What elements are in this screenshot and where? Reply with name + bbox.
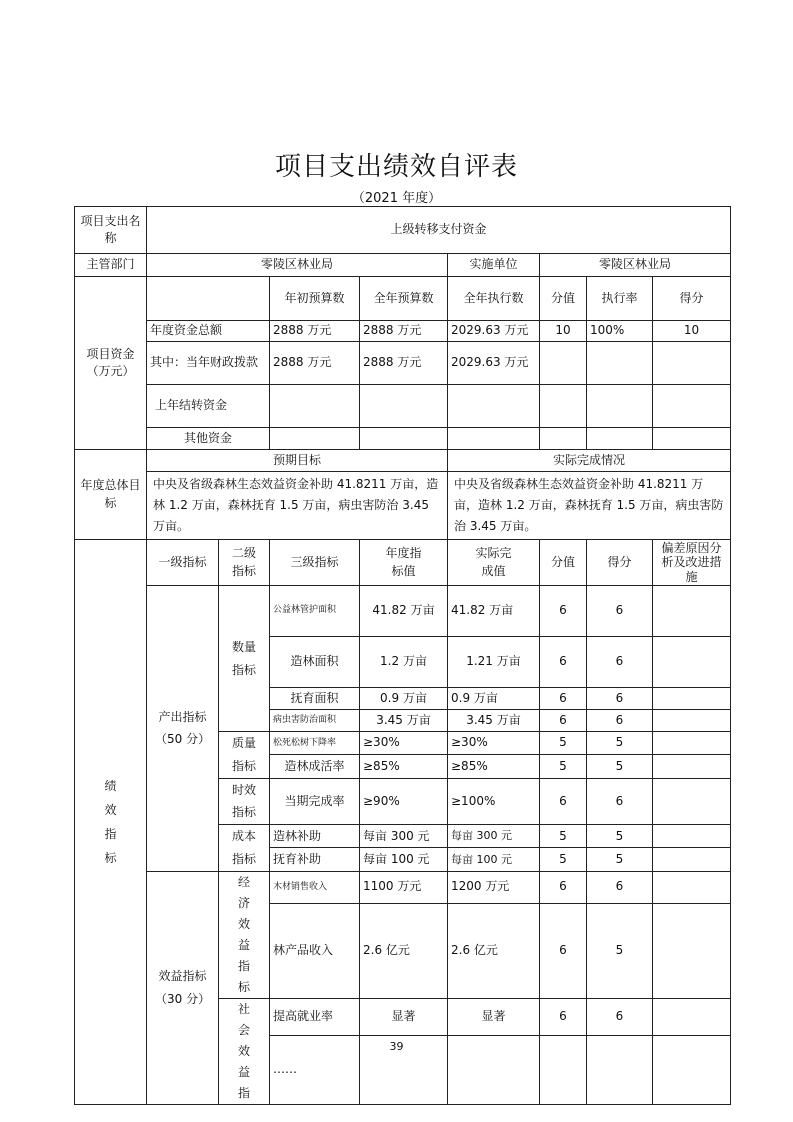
perf-reason <box>653 710 731 732</box>
page-number: 39 <box>389 1040 404 1053</box>
perf-reason <box>653 688 731 710</box>
funds-exec <box>448 385 540 428</box>
perf-l3: 公益林管护面积 <box>270 586 360 637</box>
perf-target: ≥85% <box>360 755 448 778</box>
perf-got: 6 <box>587 637 653 688</box>
perf-l3: 病虫害防治面积 <box>270 710 360 732</box>
funds-annual: 2888 万元 <box>360 342 448 385</box>
funds-header-blank <box>147 277 270 321</box>
perf-got: 5 <box>587 825 653 848</box>
perf-l3: 木材销售收入 <box>270 871 360 903</box>
perf-group-time: 时效指标 <box>219 778 270 825</box>
perf-score: 5 <box>540 848 587 871</box>
funds-initial: 2888 万元 <box>270 342 360 385</box>
funds-row-label: 其他资金 <box>147 428 270 450</box>
funds-annual <box>360 385 448 428</box>
perf-got: 5 <box>587 903 653 998</box>
funds-header-score: 分值 <box>540 277 587 321</box>
perf-actual: 2.6 亿元 <box>448 903 540 998</box>
perf-got: 6 <box>587 688 653 710</box>
funds-annual: 2888 万元 <box>360 321 448 342</box>
dept-label: 主管部门 <box>75 254 147 277</box>
perf-reason <box>653 998 731 1036</box>
funds-row-label: 年度资金总额 <box>147 321 270 342</box>
funds-initial <box>270 385 360 428</box>
perf-reason <box>653 778 731 825</box>
perf-header-got: 得分 <box>587 540 653 586</box>
perf-actual: 1200 万元 <box>448 871 540 903</box>
perf-actual: 显著 <box>448 998 540 1036</box>
goal-expected-text: 中央及省级森林生态效益资金补助 41.8211 万亩，造林 1.2 万亩，森林抚育 1.5 万亩，病虫害防治 3.45 万亩。 <box>147 472 448 540</box>
funds-initial: 2888 万元 <box>270 321 360 342</box>
funds-score <box>540 428 587 450</box>
perf-l3: 造林面积 <box>270 637 360 688</box>
perf-reason <box>653 637 731 688</box>
funds-initial <box>270 428 360 450</box>
perf-actual: ≥85% <box>448 755 540 778</box>
page-title: 项目支出绩效自评表 <box>274 152 518 182</box>
impl-unit-value: 零陵区林业局 <box>540 254 731 277</box>
dept-value: 零陵区林业局 <box>147 254 448 277</box>
perf-reason <box>653 755 731 778</box>
funds-header-initial: 年初预算数 <box>270 277 360 321</box>
perf-target: 2.6 亿元 <box>360 903 448 998</box>
perf-target: 3.45 万亩 <box>360 710 448 732</box>
perf-group-quantity: 数量指标 <box>219 586 270 732</box>
funds-score <box>540 385 587 428</box>
funds-header-annual: 全年预算数 <box>360 277 448 321</box>
perf-target: 每亩 300 元 <box>360 825 448 848</box>
perf-score: 6 <box>540 778 587 825</box>
perf-output-label: 产出指标（50 分） <box>147 586 219 872</box>
project-name-label: 项目支出名称 <box>75 207 147 254</box>
perf-header-target: 年度指标值 <box>360 540 448 586</box>
perf-target: ≥90% <box>360 778 448 825</box>
perf-got: 6 <box>587 586 653 637</box>
perf-actual: 每亩 300 元 <box>448 825 540 848</box>
perf-group-econ: 经济效益指标 <box>219 871 270 998</box>
perf-actual: 每亩 100 元 <box>448 848 540 871</box>
perf-l3: 抚育补助 <box>270 848 360 871</box>
goal-actual-header: 实际完成情况 <box>448 450 731 472</box>
funds-got: 10 <box>653 321 731 342</box>
perf-got: 6 <box>587 871 653 903</box>
perf-reason <box>653 825 731 848</box>
perf-score: 6 <box>540 637 587 688</box>
project-name-value: 上级转移支付资金 <box>147 207 731 254</box>
perf-target: 1.2 万亩 <box>360 637 448 688</box>
goal-actual-text: 中央及省级森林生态效益资金补助 41.8211 万亩，造林 1.2 万亩，森林抚育 1.5 万亩，病虫害防治 3.45 万亩。 <box>448 472 731 540</box>
funds-rate <box>587 342 653 385</box>
funds-got <box>653 428 731 450</box>
perf-header-l1: 一级指标 <box>147 540 219 586</box>
perf-score: 6 <box>540 871 587 903</box>
perf-actual: ≥100% <box>448 778 540 825</box>
funds-row-label: 其中：当年财政拨款 <box>147 342 270 385</box>
perf-target: 1100 万元 <box>360 871 448 903</box>
perf-target: 41.82 万亩 <box>360 586 448 637</box>
funds-header-got: 得分 <box>653 277 731 321</box>
perf-l3: 当期完成率 <box>270 778 360 825</box>
perf-group-quality: 质量指标 <box>219 732 270 779</box>
perf-header-l3: 三级指标 <box>270 540 360 586</box>
perf-score: 5 <box>540 755 587 778</box>
perf-score: 5 <box>540 732 587 755</box>
perf-score: 6 <box>540 903 587 998</box>
perf-header-score: 分值 <box>540 540 587 586</box>
funds-rate <box>587 385 653 428</box>
perf-target: 0.9 万亩 <box>360 688 448 710</box>
perf-target: ≥30% <box>360 732 448 755</box>
funds-score: 10 <box>540 321 587 342</box>
funds-exec <box>448 428 540 450</box>
perf-header-actual: 实际完成值 <box>448 540 540 586</box>
perf-l3: 松死松树下降率 <box>270 732 360 755</box>
funds-label: 项目资金（万元） <box>75 277 147 450</box>
funds-header-rate: 执行率 <box>587 277 653 321</box>
perf-reason <box>653 903 731 998</box>
year-subtitle: （2021 年度） <box>351 191 442 206</box>
perf-score: 6 <box>540 586 587 637</box>
perf-actual: ≥30% <box>448 732 540 755</box>
perf-actual: 3.45 万亩 <box>448 710 540 732</box>
perf-got: 6 <box>587 778 653 825</box>
perf-actual: 41.82 万亩 <box>448 586 540 637</box>
perf-header-reason: 偏差原因分析及改进措施 <box>653 540 731 586</box>
perf-got: 6 <box>587 710 653 732</box>
perf-l3: 提高就业率 <box>270 998 360 1036</box>
perf-got: 5 <box>587 732 653 755</box>
perf-actual: 1.21 万亩 <box>448 637 540 688</box>
perf-actual: 0.9 万亩 <box>448 688 540 710</box>
perf-target: 显著 <box>360 998 448 1036</box>
funds-row-label: 上年结转资金 <box>147 385 270 428</box>
perf-group-social: 社会效益指 <box>219 998 270 1104</box>
funds-rate <box>587 428 653 450</box>
perf-got: 6 <box>587 998 653 1036</box>
perf-score: 6 <box>540 998 587 1036</box>
perf-l3: 造林补助 <box>270 825 360 848</box>
funds-score <box>540 342 587 385</box>
perf-score: 6 <box>540 688 587 710</box>
perf-label: 绩效指标 <box>75 540 147 1105</box>
goal-expected-header: 预期目标 <box>147 450 448 472</box>
funds-annual <box>360 428 448 450</box>
funds-got <box>653 342 731 385</box>
funds-exec: 2029.63 万元 <box>448 321 540 342</box>
funds-rate: 100% <box>587 321 653 342</box>
perf-score: 5 <box>540 825 587 848</box>
goal-label: 年度总体目标 <box>75 450 147 540</box>
self-evaluation-table <box>74 206 731 1105</box>
perf-l3: 林产品收入 <box>270 903 360 998</box>
perf-l3: 抚育面积 <box>270 688 360 710</box>
perf-got: 5 <box>587 755 653 778</box>
perf-reason <box>653 586 731 637</box>
perf-header-l2: 二级指标 <box>219 540 270 586</box>
perf-l3: …… <box>270 1036 360 1104</box>
perf-benefit-label: 效益指标（30 分） <box>147 871 219 1104</box>
perf-score: 6 <box>540 710 587 732</box>
impl-unit-label: 实施单位 <box>448 254 540 277</box>
perf-group-cost: 成本指标 <box>219 825 270 872</box>
perf-l3: 造林成活率 <box>270 755 360 778</box>
perf-reason <box>653 871 731 903</box>
funds-exec: 2029.63 万元 <box>448 342 540 385</box>
perf-reason <box>653 848 731 871</box>
perf-got: 5 <box>587 848 653 871</box>
perf-target: 每亩 100 元 <box>360 848 448 871</box>
perf-reason <box>653 732 731 755</box>
funds-header-exec: 全年执行数 <box>448 277 540 321</box>
funds-got <box>653 385 731 428</box>
